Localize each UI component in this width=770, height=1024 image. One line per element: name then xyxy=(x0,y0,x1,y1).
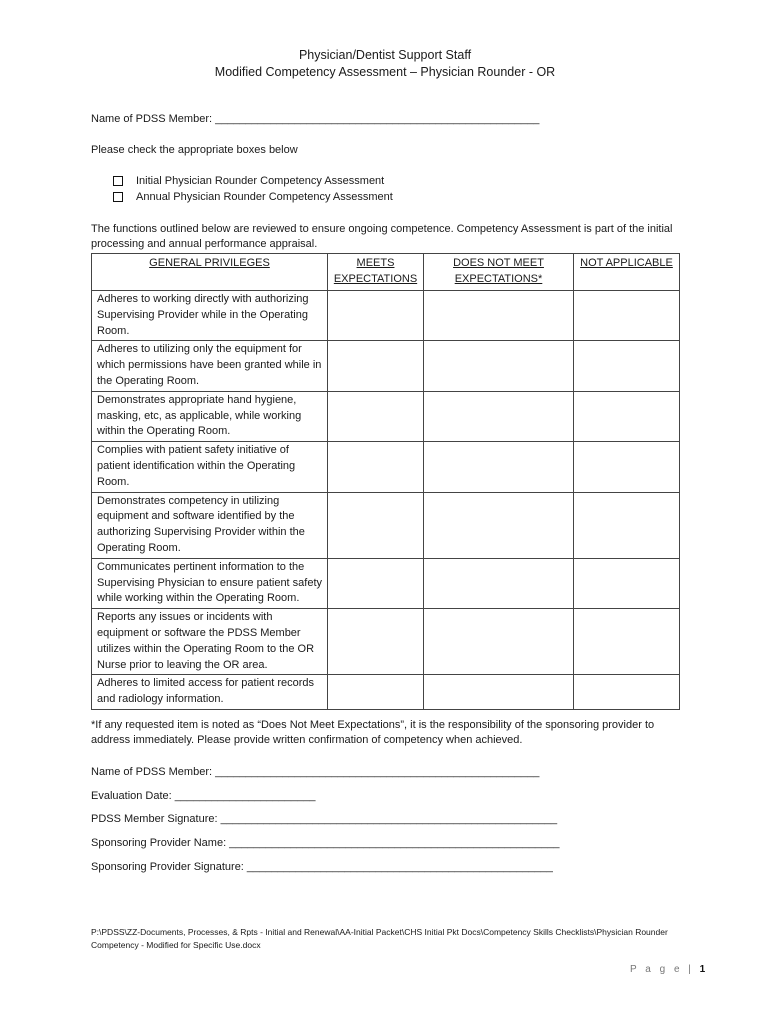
does-not-meet-cell[interactable] xyxy=(424,609,574,675)
competency-table xyxy=(91,253,680,710)
table-row xyxy=(92,675,680,710)
table-row xyxy=(92,341,680,391)
meets-expectations-cell[interactable] xyxy=(328,442,424,492)
not-applicable-cell[interactable] xyxy=(574,391,680,441)
does-not-meet-cell[interactable] xyxy=(424,291,574,341)
meets-expectations-cell[interactable] xyxy=(328,391,424,441)
checkbox-label: Initial Physician Rounder Competency Assessment xyxy=(136,175,385,187)
does-not-meet-cell[interactable] xyxy=(424,341,574,391)
not-applicable-cell[interactable] xyxy=(574,492,680,558)
checkbox-label: Annual Physician Rounder Competency Assessment xyxy=(136,191,393,203)
privilege-text: Demonstrates appropriate hand hygiene, masking, etc, as applicable, while working within the Operating Room. xyxy=(92,391,328,441)
page-number xyxy=(630,964,705,975)
header-general-privileges: GENERAL PRIVILEGES xyxy=(92,254,328,291)
meets-expectations-cell[interactable] xyxy=(328,675,424,710)
table-row xyxy=(92,609,680,675)
document-title: Physician/Dentist Support Staff xyxy=(298,48,472,62)
page-number-value: 1 xyxy=(699,964,706,975)
checkbox-annual-assessment[interactable] xyxy=(113,191,393,203)
pdss-member-name-line: Name of PDSS Member: _____________________________________________________ xyxy=(91,113,540,125)
footer-file-path: P:\PDSS\ZZ-Documents, Processes, & Rpts - Initial and Renewal\AA-Initial Packet\CHS Initial Pkt Docs\Competency Skills Checklists\Physician Rounder Competency - Modified for Specific Use.docx xyxy=(91,927,668,950)
table-header-row xyxy=(92,254,680,291)
checkbox-initial-assessment[interactable] xyxy=(113,175,384,187)
intro-paragraph: The functions outlined below are reviewed to ensure ongoing competence. Competency Assessment is part of the initial processing and annual performance appraisal. xyxy=(91,223,673,250)
table-row xyxy=(92,492,680,558)
not-applicable-cell[interactable] xyxy=(574,558,680,608)
signature-line-provider-signature[interactable]: Sponsoring Provider Signature: __________________________________________________ xyxy=(91,861,553,873)
does-not-meet-cell[interactable] xyxy=(424,442,574,492)
privilege-text: Reports any issues or incidents with equipment or software the PDSS Member utilizes within the Operating Room to the OR Nurse prior to leaving the OR area. xyxy=(92,609,328,675)
meets-expectations-cell[interactable] xyxy=(328,609,424,675)
not-applicable-cell[interactable] xyxy=(574,675,680,710)
signature-line-evaluation-date[interactable]: Evaluation Date: _______________________ xyxy=(91,790,316,802)
does-not-meet-cell[interactable] xyxy=(424,391,574,441)
table-row xyxy=(92,558,680,608)
privilege-text: Adheres to utilizing only the equipment for which permissions have been granted while in the Operating Room. xyxy=(92,341,328,391)
not-applicable-cell[interactable] xyxy=(574,609,680,675)
privilege-text: Communicates pertinent information to the Supervising Physician to ensure patient safety while working within the Operating Room. xyxy=(92,558,328,608)
header-does-not-meet-expectations: DOES NOT MEET EXPECTATIONS* xyxy=(424,254,574,291)
meets-expectations-cell[interactable] xyxy=(328,558,424,608)
does-not-meet-cell[interactable] xyxy=(424,675,574,710)
privilege-text: Adheres to working directly with authorizing Supervising Provider while in the Operating Room. xyxy=(92,291,328,341)
does-not-meet-cell[interactable] xyxy=(424,492,574,558)
does-not-meet-cell[interactable] xyxy=(424,558,574,608)
instruction-text: Please check the appropriate boxes below xyxy=(91,144,298,156)
footnote-text: *If any requested item is noted as “Does Not Meet Expectations”, it is the responsibility of the sponsoring provider to address immediately. Please provide written confirmation of competency when achieved. xyxy=(91,719,655,746)
page-label: P a g e | xyxy=(630,964,694,975)
privilege-text: Complies with patient safety initiative of patient identification within the Operating Room. xyxy=(92,442,328,492)
header-meets-expectations: MEETS EXPECTATIONS xyxy=(328,254,424,291)
privilege-text: Demonstrates competency in utilizing equipment and software identified by the authorizing Supervising Provider within the Operating Room. xyxy=(92,492,328,558)
table-row xyxy=(92,442,680,492)
meets-expectations-cell[interactable] xyxy=(328,492,424,558)
not-applicable-cell[interactable] xyxy=(574,291,680,341)
signature-line-member-signature[interactable]: PDSS Member Signature: _______________________________________________________ xyxy=(91,813,558,825)
checkbox-square-icon[interactable] xyxy=(113,176,123,186)
meets-expectations-cell[interactable] xyxy=(328,291,424,341)
document-subtitle: Modified Competency Assessment – Physician Rounder - OR xyxy=(214,65,556,79)
checkbox-square-icon[interactable] xyxy=(113,192,123,202)
privilege-text: Adheres to limited access for patient records and radiology information. xyxy=(92,675,328,710)
signature-line-member-name[interactable]: Name of PDSS Member: _____________________________________________________ xyxy=(91,766,540,778)
header-not-applicable: NOT APPLICABLE xyxy=(574,254,680,291)
signature-line-provider-name[interactable]: Sponsoring Provider Name: ______________________________________________________ xyxy=(91,837,560,849)
not-applicable-cell[interactable] xyxy=(574,442,680,492)
not-applicable-cell[interactable] xyxy=(574,341,680,391)
table-row xyxy=(92,391,680,441)
table-row xyxy=(92,291,680,341)
meets-expectations-cell[interactable] xyxy=(328,341,424,391)
